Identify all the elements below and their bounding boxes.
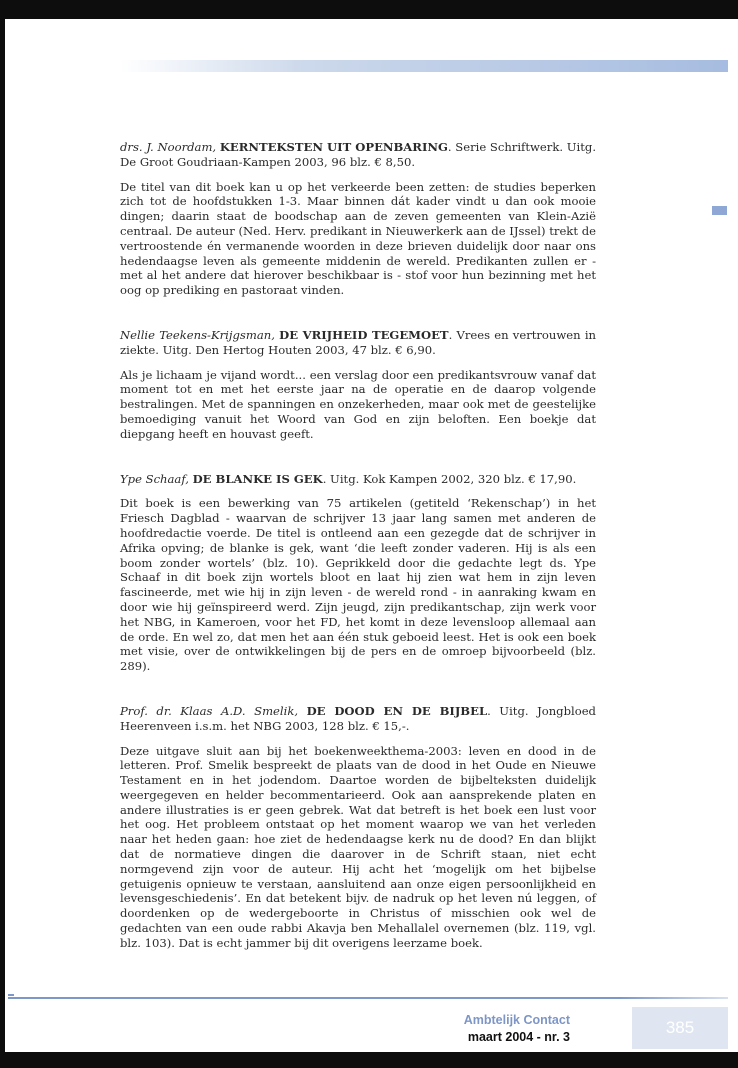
scan-edge-bottom (0, 1052, 738, 1068)
review-heading (120, 704, 596, 734)
review-details: . Serie Schriftwerk. Uitg. De Groot Goudriaan-Kampen 2003, 96 blz. € 8,50. (120, 140, 597, 169)
header-gradient-bar (120, 60, 728, 72)
review-author: Prof. dr. Klaas A.D. Smelik, (120, 703, 299, 718)
review-entry-2 (120, 328, 596, 442)
review-author: drs. J. Noordam, (120, 140, 217, 154)
scan-edge-left (0, 0, 5, 1068)
review-author: Ype Schaaf, (120, 471, 189, 486)
review-entry-4 (120, 704, 596, 951)
review-title: DE BLANKE IS GEK (192, 471, 323, 486)
page-footer (420, 1012, 570, 1046)
footer-rule (8, 997, 728, 999)
review-body: Deze uitgave sluit aan bij het boekenweekthema-2003: leven en dood in de letteren. Prof. Smelik bespreekt de plaats van de dood in het Oude en Nieuwe Testament en in het jodendom. Daartoe worden de bijbelteksten duidelijk weergegeven en helder becommentarieerd. Ook aan aansprekende platen en andere illustraties is er geen gebrek. Wat dat betreft is het boek een lust voor het oog. Het probleem ontstaat op het moment waarop we van het verleden naar het heden gaan: hoe ziet de hedendaagse kerk nu de dood? En dan blijkt dat de normatieve dingen die daarover in de Schrift staan, niet echt normgevend zijn voor de auteur. Hij acht het ‘mogelijk om het bijbelse getuigenis opnieuw te verstaan, aansluitend aan onze eigen persoonlijkheid en levensgeschiedenis’. En dat betekent bijv. de nadruk op het leven nú leggen, of doordenken op de wedergeboorte in Christus of misschien ook wel de gedachten van een oude rabbi Akavja ben Mehallalel overnemen (blz. 119, vgl. blz. 103). Dat is echt jammer bij dit overigens leerzame boek. (120, 743, 596, 950)
scan-edge-top (0, 0, 738, 19)
review-title: DE VRIJHEID TEGEMOET (279, 327, 449, 342)
review-entry-3 (120, 472, 596, 674)
issue-label: maart 2004 - nr. 3 (467, 1030, 570, 1044)
review-heading (120, 140, 596, 170)
review-details: . Uitg. Jongbloed Heerenveen i.s.m. het NBG 2003, 128 blz. € 15,-. (120, 703, 596, 733)
review-body: Dit boek is een bewerking van 75 artikelen (getiteld ‘Rekenschap’) in het Friesch Dagblad - waarvan de schrijver 13 jaar lang samen met anderen de hoofdredactie voerde. De titel is ontleend aan een gezegde dat de schrijver in Afrika opving; de blanke is gek, want ‘die leeft zonder vaderen. Hij is als een boom zonder wortels’ (blz. 10). Geprikkeld door die gedachte legt ds. Ype Schaaf in dit boek zijn wortels bloot en laat hij zien wat hem in zijn leven fascineerde, met wie hij in zijn leven - de wereld rond - in aanraking kwam en door wie hij geïnspireerd werd. Zijn jeugd, zijn predikantschap, zijn werk voor het NBG, in Kameroen, voor het FD, het komt in deze levensloop allemaal aan de orde. En wel zo, dat men het aan één stuk geboeid leest. Het is ook een boek met visie, over de ontwikkelingen bij de pers en de omroep bijvoorbeeld (blz. 289). (120, 496, 596, 674)
review-entry-1 (120, 140, 596, 298)
review-details: . Uitg. Kok Kampen 2002, 320 blz. € 17,90. (322, 471, 577, 486)
review-heading (120, 328, 596, 358)
review-author: Nellie Teekens-Krijgsman, (120, 327, 275, 342)
review-column (120, 140, 596, 951)
page-number: 385 (632, 1007, 728, 1049)
review-body: Als je lichaam je vijand wordt... een verslag door een predikantsvrouw vanaf dat moment tot en met het eerste jaar na de operatie en de daarop volgende bestralingen. Met de spanningen en onzekerheden, maar ook met de geestelijke bemoediging vanuit het Woord van God en zijn beloften. Een boekje dat diepgang heeft en houvast geeft. (120, 367, 596, 441)
review-details: . Vrees en vertrouwen in ziekte. Uitg. Den Hertog Houten 2003, 47 blz. € 6,90. (120, 327, 597, 357)
review-heading (120, 472, 596, 487)
review-title: DE DOOD EN DE BIJBEL (306, 703, 488, 718)
margin-marker (712, 206, 727, 215)
magazine-name: Ambtelijk Contact (463, 1013, 570, 1027)
review-title: KERNTEKSTEN UIT OPENBARING (219, 140, 448, 154)
review-body: De titel van dit boek kan u op het verkeerde been zetten: de studies beperken zich tot de hoofdstukken 1-3. Maar binnen dát kader vindt u dan ook mooie dingen; daarin staat de boodschap aan de zeven gemeenten van Klein-Azië centraal. De auteur (Ned. Herv. predikant in Nieuwerkerk aan de IJssel) trekt de vertroostende én vermanende woorden in deze brieven duidelijk door naar ons hedendaagse leven als gemeente middenin de wereld. Predikanten zullen er - met al het andere dat hierover beschikbaar is - stof voor hun bezinning met het oog op prediking en pastoraat vinden. (120, 179, 596, 298)
